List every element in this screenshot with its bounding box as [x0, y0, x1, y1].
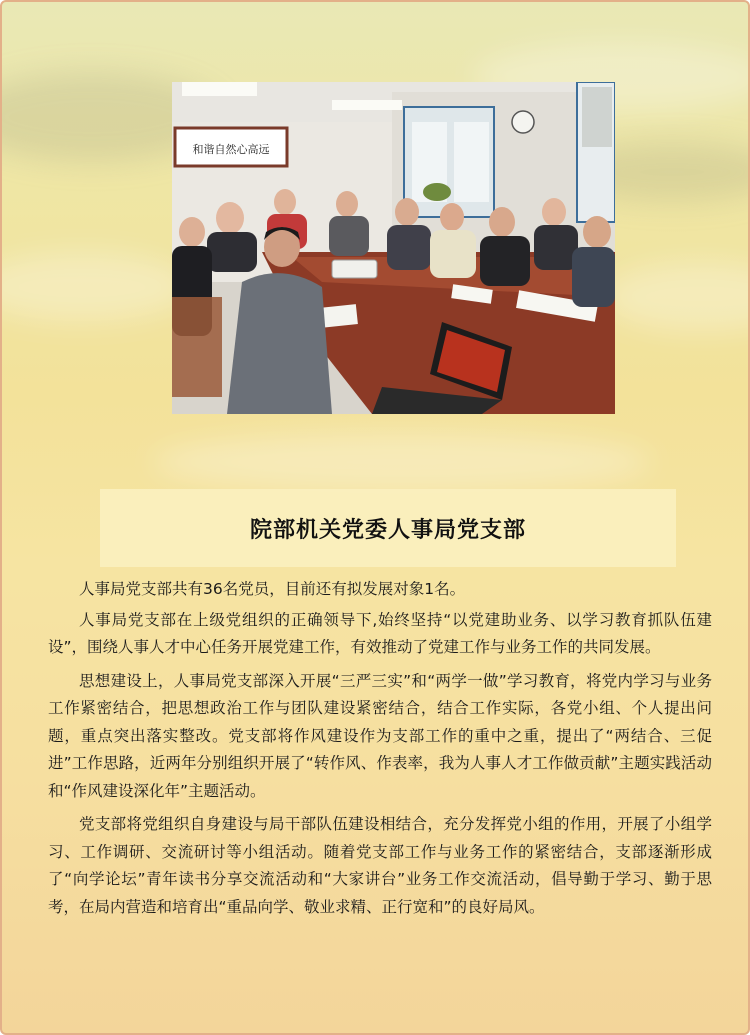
page-title: 院部机关党委人事局党支部 [249, 517, 526, 543]
title-box [100, 489, 676, 567]
cloud-decoration [602, 262, 750, 332]
paragraph: 人事局党支部共有36名党员，目前还有拟发展对象1名。 [79, 580, 466, 598]
meeting-photo [172, 82, 615, 414]
article-body [48, 576, 712, 921]
paragraph: 党支部将党组织自身建设与局干部队伍建设相结合，充分发挥党小组的作用，开展了小组学习、工作调研、交流研讨等小组活动。随着党支部工作与业务工作的紧密结合，支部逐渐形成了“向学论坛”青年读书分享交流活动和“大家讲台”业务工作交流活动，倡导勤于学习、勤于思考，在局内营造和培育出“重品向学、敬业求精、正行宽和”的良好局风。 [48, 815, 712, 916]
paragraph: 思想建设上，人事局党支部深入开展“三严三实”和“两学一做”学习教育，将党内学习与业务工作紧密结合，把思想政治工作与团队建设紧密结合，结合工作实际，各党小组、个人提出问题，重点突出落实整改。党支部将作风建设作为支部工作的重中之重，提出了“两结合、三促进”工作思路，近两年分别组织开展了“转作风、作表率，我为人事人才工作做贡献”主题实践活动和“作风建设深化年”主题活动。 [48, 671, 712, 800]
cloud-decoration [152, 432, 652, 492]
calligraphy-text: 和谐自然心高远 [192, 143, 270, 156]
cloud-decoration [0, 252, 192, 322]
paragraph: 人事局党支部在上级党组织的正确领导下,始终坚持“以党建助业务、以学习教育抓队伍建设”，围绕人事人才中心任务开展党建工作，有效推动了党建工作与业务工作的共同发展。 [48, 610, 712, 656]
